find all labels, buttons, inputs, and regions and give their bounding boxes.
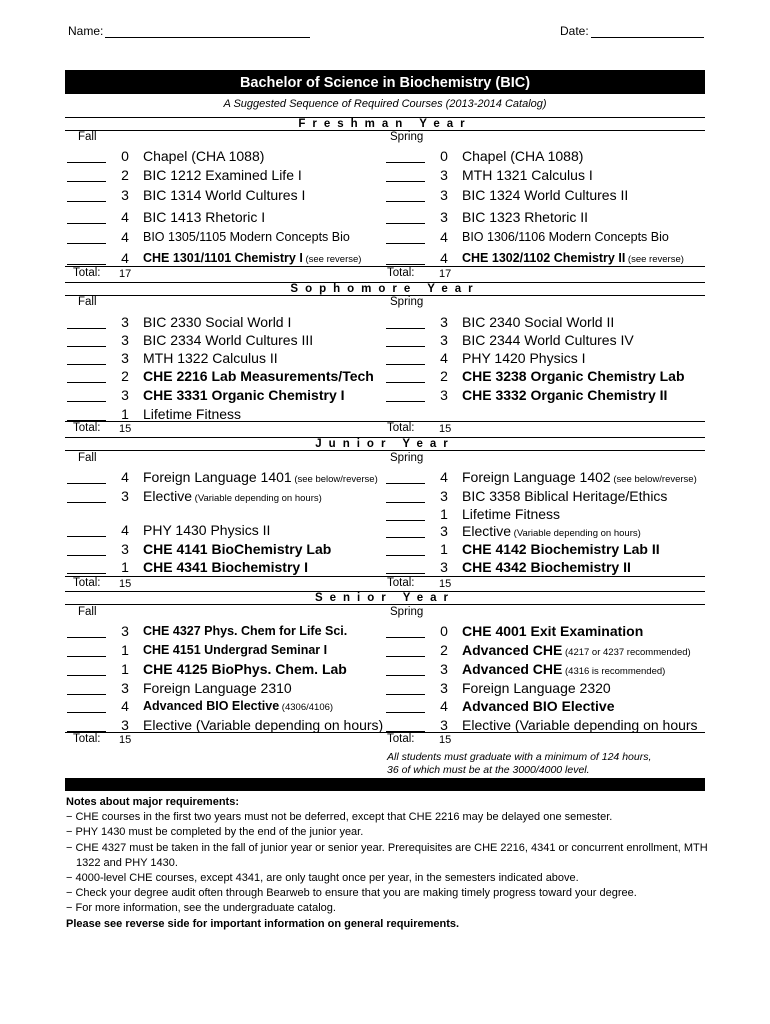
credit-hours: 3: [440, 559, 448, 575]
course-row: [0, 331, 770, 349]
course-row: [0, 540, 770, 558]
course-name: [462, 228, 669, 246]
course-check-blank[interactable]: [386, 719, 425, 732]
course-row: [0, 386, 770, 404]
freshman-spring-label: Spring: [390, 131, 424, 143]
course-title: CHE 4341 Biochemistry I: [143, 559, 308, 575]
credit-hours: 3: [121, 717, 129, 733]
note-item: − CHE courses in the first two years must not be deferred, except that CHE 2216 may be delayed one semester.: [66, 811, 613, 824]
course-row: [0, 558, 770, 576]
course-title: CHE 4125 BioPhys. Chem. Lab: [143, 661, 347, 677]
freshman-fall-total-value: 17: [119, 268, 132, 280]
credit-hours: 3: [121, 488, 129, 504]
graduation-note: [387, 751, 651, 777]
course-row: [0, 487, 770, 505]
course-check-blank[interactable]: [386, 150, 425, 163]
credit-hours: 3: [121, 541, 129, 557]
course-name: [462, 660, 665, 681]
junior-total-rule: [65, 576, 705, 577]
course-row: [0, 660, 770, 678]
credit-hours: 4: [121, 209, 129, 225]
course-title: Foreign Language 1402: [462, 469, 611, 485]
course-note: (4316 is recommended): [562, 666, 666, 677]
senior-fall-label: Fall: [78, 606, 97, 618]
course-row: [0, 349, 770, 367]
course-title: BIC 2340 Social World II: [462, 314, 615, 330]
course-title: CHE 3331 Organic Chemistry I: [143, 387, 345, 403]
freshman-year-header: Freshman Year: [65, 117, 705, 131]
credit-hours: 4: [440, 229, 448, 245]
course-check-blank[interactable]: [386, 682, 425, 695]
course-title: PHY 1420 Physics I: [462, 350, 586, 366]
course-title: Chapel (CHA 1088): [143, 148, 265, 164]
senior-spring-total-label: Total:: [387, 733, 415, 745]
credit-hours: 3: [121, 350, 129, 366]
course-title: BIC 3358 Biblical Heritage/Ethics: [462, 488, 668, 504]
course-title: Advanced BIO Elective: [462, 698, 615, 714]
course-title: CHE 4327 Phys. Chem for Life Sci.: [143, 624, 348, 638]
credit-hours: 4: [440, 698, 448, 714]
credit-hours: 1: [440, 506, 448, 522]
course-row: [0, 166, 770, 184]
course-name: [462, 697, 615, 715]
course-title: Chapel (CHA 1088): [462, 148, 584, 164]
course-name: [462, 540, 660, 558]
credit-hours: 3: [440, 488, 448, 504]
course-title: Lifetime Fitness: [143, 406, 242, 422]
course-name: [462, 505, 560, 523]
course-note: (4306/4106): [279, 702, 334, 713]
course-name: [462, 386, 667, 404]
credit-hours: 1: [121, 406, 129, 422]
course-row: [0, 622, 770, 640]
junior-fall-total-label: Total:: [73, 577, 101, 589]
sophomore-fall-total-label: Total:: [73, 422, 101, 434]
senior-total-rule: [65, 732, 705, 733]
course-check-blank[interactable]: [386, 252, 425, 265]
course-title: BIC 2334 World Cultures III: [143, 332, 314, 348]
course-note: (see reverse): [625, 254, 684, 265]
credit-hours: 3: [440, 717, 448, 733]
course-title: CHE 3332 Organic Chemistry II: [462, 387, 668, 403]
credit-hours: 3: [440, 187, 448, 203]
course-title: Advanced CHE: [462, 642, 563, 658]
course-check-blank[interactable]: [386, 316, 425, 329]
credit-hours: 3: [121, 680, 129, 696]
credit-hours: 2: [440, 642, 448, 658]
senior-fall-total-label: Total:: [73, 733, 101, 745]
credit-hours: 3: [121, 623, 129, 639]
course-name: [462, 558, 631, 576]
credit-hours: 3: [440, 661, 448, 677]
sophomore-spring-total-value: 15: [439, 423, 452, 435]
name-blank[interactable]: [105, 26, 310, 38]
course-check-blank[interactable]: [386, 525, 425, 538]
course-name: [462, 186, 628, 204]
course-title: BIC 2330 Social World I: [143, 314, 292, 330]
credit-hours: 0: [121, 148, 129, 164]
course-title: CHE 4151 Undergrad Seminar I: [143, 643, 328, 657]
credit-hours: 3: [121, 387, 129, 403]
sophomore-fall-total-value: 15: [119, 423, 132, 435]
date-label: Date:: [560, 24, 589, 38]
course-title: BIC 1323 Rhetoric II: [462, 209, 589, 225]
course-title: CHE 4342 Biochemistry II: [462, 559, 631, 575]
sophomore-total-rule: [65, 421, 705, 422]
course-name: [462, 147, 583, 165]
course-title: BIO 1305/1105 Modern Concepts Bio: [143, 230, 350, 244]
credit-hours: 2: [121, 368, 129, 384]
note-item: − PHY 1430 must be completed by the end of the junior year.: [66, 826, 364, 839]
credit-hours: 1: [121, 661, 129, 677]
course-note: (see below/reverse): [610, 474, 697, 485]
course-row: [0, 147, 770, 165]
senior-spring-total-value: 15: [439, 734, 452, 746]
course-check-blank[interactable]: [386, 644, 425, 657]
graduation-note-line: 36 of which must be at the 3000/4000 level.: [387, 764, 590, 776]
junior-spring-label: Spring: [390, 452, 424, 464]
course-check-blank[interactable]: [67, 408, 106, 421]
credit-hours: 4: [121, 522, 129, 538]
course-name: [462, 166, 593, 184]
course-title: CHE 4142 Biochemistry Lab II: [462, 541, 660, 557]
page-subtitle: A Suggested Sequence of Required Courses (2013-2014 Catalog): [223, 98, 547, 110]
junior-spring-total-value: 15: [439, 578, 452, 590]
course-title: CHE 3238 Organic Chemistry Lab: [462, 368, 685, 384]
course-check-blank[interactable]: [386, 508, 425, 521]
credit-hours: 4: [121, 229, 129, 245]
credit-hours: 0: [440, 148, 448, 164]
course-title: Foreign Language 2320: [462, 680, 611, 696]
course-row: [0, 313, 770, 331]
credit-hours: 4: [440, 250, 448, 266]
course-title: Advanced BIO Elective: [143, 699, 280, 713]
credit-hours: 4: [440, 469, 448, 485]
course-title: CHE 4001 Exit Examination: [462, 623, 644, 639]
credit-hours: 3: [121, 187, 129, 203]
sophomore-fall-label: Fall: [78, 296, 97, 308]
course-note: (Variable depending on hours): [511, 528, 641, 539]
course-title: MTH 1321 Calculus I: [462, 167, 593, 183]
credit-hours: 4: [440, 350, 448, 366]
course-title: BIC 1413 Rhetoric I: [143, 209, 266, 225]
credit-hours: 2: [440, 368, 448, 384]
course-title: CHE 1302/1102 Chemistry II: [462, 251, 626, 265]
senior-year-header: Senior Year: [65, 591, 705, 605]
course-check-blank[interactable]: [386, 211, 425, 224]
course-note: (see reverse): [302, 254, 362, 265]
credit-hours: 4: [121, 469, 129, 485]
note-item: − For more information, see the undergraduate catalog.: [66, 902, 336, 915]
credit-hours: 2: [121, 167, 129, 183]
course-name: [462, 641, 691, 662]
course-note: (see below/reverse): [291, 474, 378, 485]
course-name: [462, 468, 697, 489]
course-title: Elective (Variable depending on hours: [462, 717, 698, 733]
name-label: Name:: [68, 24, 104, 38]
freshman-spring-total-value: 17: [439, 268, 452, 280]
course-check-blank[interactable]: [386, 561, 425, 574]
notes-footer: Please see reverse side for important information on general requirements.: [66, 917, 460, 930]
course-check-blank[interactable]: [386, 663, 425, 676]
junior-fall-total-value: 15: [119, 578, 132, 590]
freshman-fall-total-label: Total:: [73, 267, 101, 279]
course-title: CHE 2216 Lab Measurements/Tech: [143, 368, 374, 384]
course-check-blank[interactable]: [386, 169, 425, 182]
senior-fall-total-value: 15: [119, 734, 132, 746]
course-title: BIC 1212 Examined Life I: [143, 167, 302, 183]
course-title: Elective: [143, 488, 193, 504]
credit-hours: 3: [440, 523, 448, 539]
sophomore-spring-label: Spring: [390, 296, 424, 308]
course-row: [0, 505, 770, 523]
course-note: (4217 or 4237 recommended): [562, 647, 691, 658]
credit-hours: 1: [440, 541, 448, 557]
name-field[interactable]: [68, 24, 310, 38]
credit-hours: 3: [440, 680, 448, 696]
course-title: PHY 1430 Physics II: [143, 522, 271, 538]
course-title: BIC 1314 World Cultures I: [143, 187, 306, 203]
course-row: [0, 697, 770, 715]
course-title: BIC 1324 World Cultures II: [462, 187, 629, 203]
course-row: [0, 641, 770, 659]
course-check-blank[interactable]: [386, 231, 425, 244]
credit-hours: 3: [440, 209, 448, 225]
course-check-blank[interactable]: [386, 352, 425, 365]
course-name: [462, 313, 614, 331]
page-title: Bachelor of Science in Biochemistry (BIC): [65, 70, 705, 94]
course-name: [462, 487, 667, 505]
course-title: CHE 1301/1101 Chemistry I: [143, 251, 303, 265]
course-name: [462, 367, 685, 385]
date-blank[interactable]: [591, 26, 704, 38]
graduation-note-line: All students must graduate with a minimum of 124 hours,: [387, 751, 652, 763]
note-item: − CHE 4327 must be taken in the fall of junior year or senior year. Prerequisites are CHE 2216, 4341 or concurrent enrollment, MTH 1322 and PHY 1430.: [66, 841, 708, 869]
credit-hours: 4: [121, 250, 129, 266]
credit-hours: 0: [440, 623, 448, 639]
credit-hours: 1: [121, 559, 129, 575]
course-check-blank[interactable]: [386, 471, 425, 484]
course-row: [0, 522, 770, 540]
date-field[interactable]: [560, 24, 704, 38]
senior-spring-label: Spring: [390, 606, 424, 618]
course-row: [0, 367, 770, 385]
sophomore-spring-total-label: Total:: [387, 422, 415, 434]
course-row: [0, 679, 770, 697]
course-name: [462, 208, 588, 226]
credit-hours: 3: [440, 332, 448, 348]
course-check-blank[interactable]: [386, 334, 425, 347]
course-title: Advanced CHE: [462, 661, 563, 677]
note-item: − Check your degree audit often through Bearweb to ensure that you are making timely progress toward your degree.: [66, 887, 637, 900]
freshman-spring-total-label: Total:: [387, 267, 415, 279]
course-check-blank[interactable]: [386, 543, 425, 556]
course-check-blank[interactable]: [386, 490, 425, 503]
course-check-blank[interactable]: [386, 389, 425, 402]
course-name: [462, 679, 611, 697]
junior-fall-label: Fall: [78, 452, 97, 464]
credit-hours: 3: [121, 314, 129, 330]
notes-title: Notes about major requirements:: [66, 796, 239, 808]
course-title: Elective: [462, 523, 512, 539]
course-name: [462, 622, 643, 640]
course-check-blank[interactable]: [386, 700, 425, 713]
credit-hours: 3: [440, 314, 448, 330]
course-name: [462, 331, 634, 349]
course-name: [462, 349, 585, 367]
freshman-total-rule: [65, 266, 705, 267]
course-title: Lifetime Fitness: [462, 506, 561, 522]
junior-spring-total-label: Total:: [387, 577, 415, 589]
course-title: MTH 1322 Calculus II: [143, 350, 278, 366]
credit-hours: 4: [121, 698, 129, 714]
credit-hours: 3: [440, 167, 448, 183]
course-row: [0, 186, 770, 204]
course-title: BIC 2344 World Cultures IV: [462, 332, 634, 348]
course-check-blank[interactable]: [386, 370, 425, 383]
course-row: [0, 468, 770, 486]
course-title: Elective (Variable depending on hours): [143, 717, 384, 733]
note-item: − 4000-level CHE courses, except 4341, are only taught once per year, in the semesters indicated above.: [66, 872, 579, 885]
course-title: Foreign Language 2310: [143, 680, 292, 696]
junior-year-header: Junior Year: [65, 437, 705, 451]
credit-hours: 3: [121, 332, 129, 348]
credit-hours: 1: [121, 642, 129, 658]
course-row: [0, 208, 770, 226]
course-check-blank[interactable]: [386, 189, 425, 202]
course-row: [0, 249, 770, 267]
course-row: [0, 228, 770, 246]
sophomore-year-header: Sophomore Year: [65, 282, 705, 296]
major-notes: [66, 795, 726, 932]
freshman-fall-label: Fall: [78, 131, 97, 143]
course-check-blank[interactable]: [386, 625, 425, 638]
bottom-divider-bar: [65, 778, 705, 791]
credit-hours: 3: [440, 387, 448, 403]
course-note: (Variable depending on hours): [192, 493, 322, 504]
course-title: Foreign Language 1401: [143, 469, 292, 485]
course-title: CHE 4141 BioChemistry Lab: [143, 541, 332, 557]
course-title: BIO 1306/1106 Modern Concepts Bio: [462, 230, 669, 244]
